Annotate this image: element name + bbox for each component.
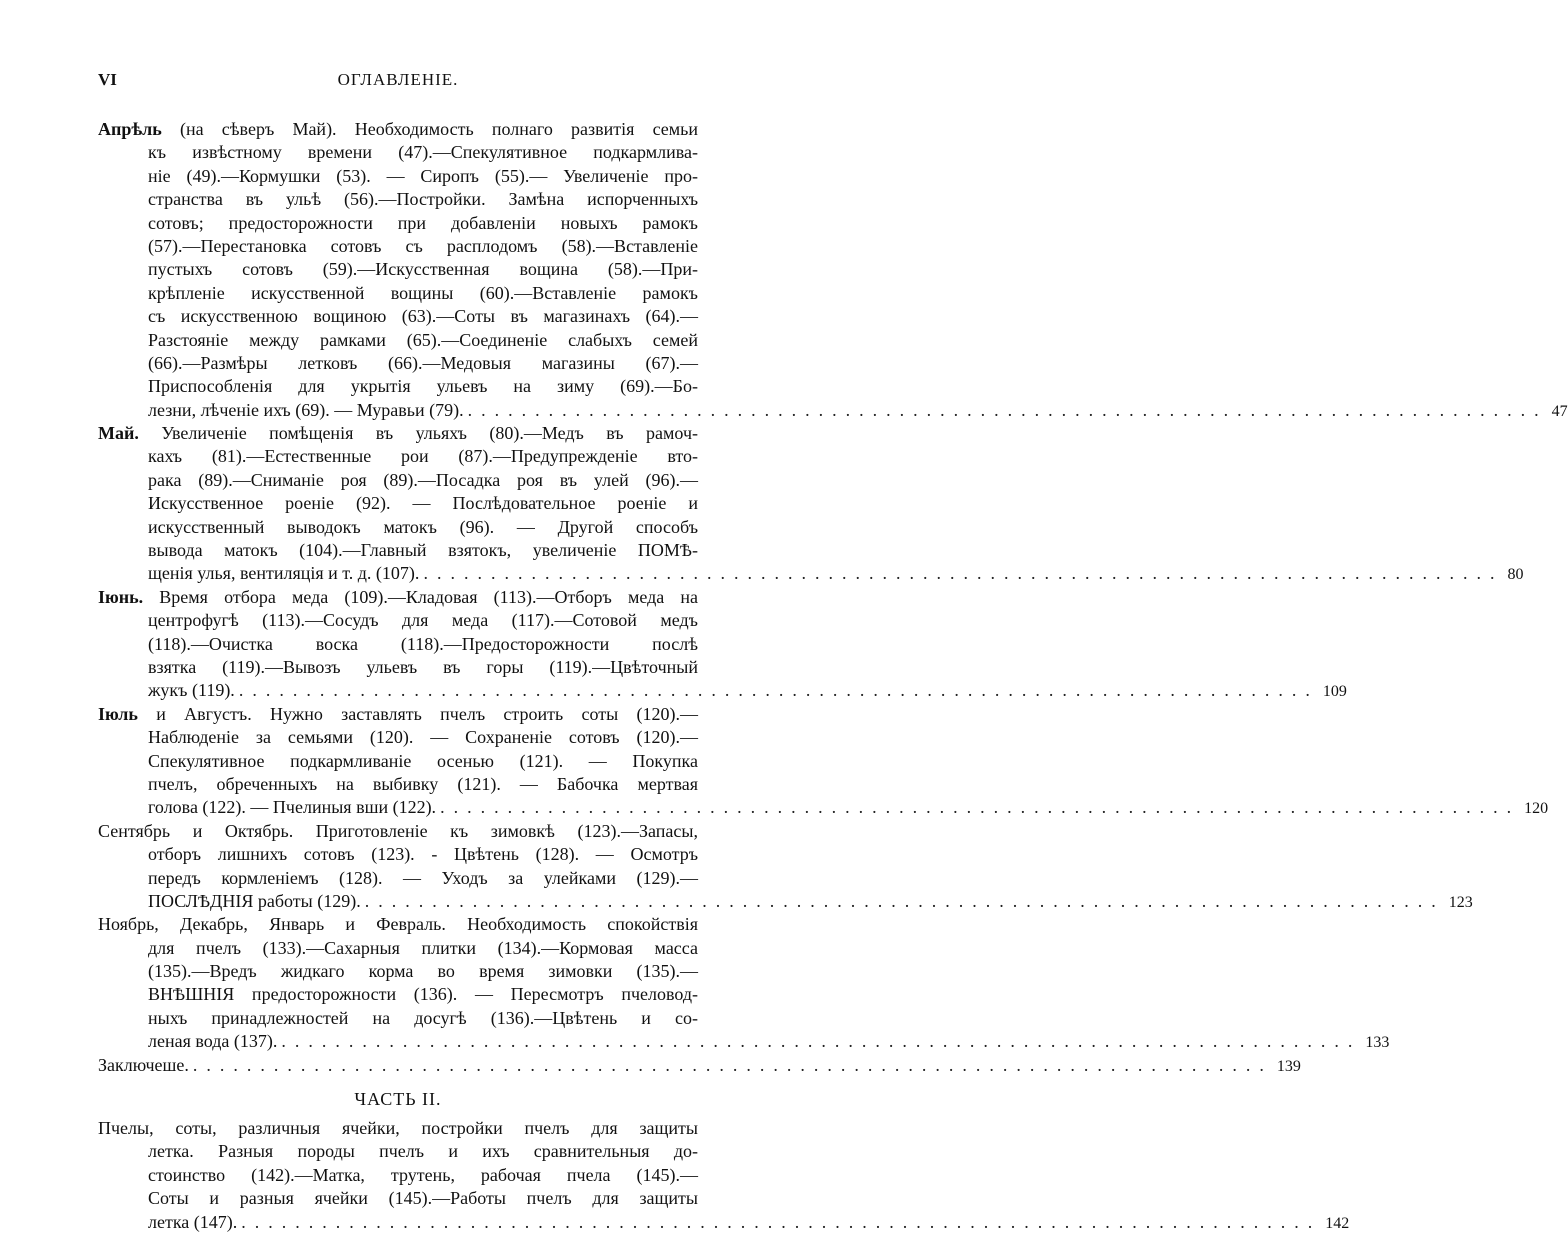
toc-entry-text: летка (147). (148, 1211, 238, 1232)
toc-entry (98, 118, 1568, 422)
toc-entry-label: Май. (98, 423, 139, 444)
toc-entry-line: Спекулятивное подкармливаніе осенью (121). — Покупка (148, 750, 698, 771)
toc-entry-line: Апрѣль (на сѣверъ Май). Необходимость полнаго развитія семьи (98, 119, 698, 139)
toc-entry-line: Сентябрь и Октябрь. Приготовленіе къ зимовкѣ (123).—Запасы, (98, 820, 698, 841)
leader-dots: ................................................................................ (440, 797, 1521, 818)
toc-entry-label: Іюль (98, 703, 138, 724)
toc-entry-line (98, 1030, 1390, 1053)
toc-entry (98, 1054, 1301, 1077)
toc-entry-line: крѣпленіе искусственной вощины (60).—Вставленіе рамокъ (148, 282, 698, 303)
toc-entry-text: щенія улья, вентиляція и т. д. (107). (148, 563, 420, 584)
toc-entry-label: Апрѣль (98, 119, 162, 139)
page-title: ОГЛАВЛЕНІЕ. (337, 70, 459, 89)
toc-entry-line: центрофугѣ (113).—Сосудъ для меда (117).—Сотовой медъ (148, 610, 698, 631)
toc-entry-line: Іюнь. Время отбора меда (109).—Кладовая (113).—Отборъ меда на (98, 586, 698, 607)
toc-entry-line: съ искусственною вощиною (63).—Соты въ магазинахъ (64).— (148, 306, 698, 327)
toc-entry-line: отборъ лишнихъ сотовъ (123). - Цвѣтень (128). — Осмотръ (148, 844, 698, 865)
toc-entry (98, 913, 1390, 1053)
page-number: VI (98, 70, 117, 89)
toc-entry-text: леная вода (137). (148, 1031, 278, 1052)
toc-entry-line: (66).—Размѣры летковъ (66).—Медовыя магазины (67).— (148, 352, 698, 373)
toc-entry-line: вывода матокъ (104).—Главный взятокъ, увеличеніе ПОМѢ- (148, 540, 698, 561)
toc-entry-line: (135).—Вредъ жидкаго корма во время зимовки (135).— (148, 961, 698, 982)
toc-entry-line (98, 1211, 1350, 1234)
toc-entry (98, 703, 1549, 820)
toc-entry-line: рака (89).—Сниманіе роя (89).—Посадка роя въ улей (96).— (148, 469, 698, 490)
part-heading: ЧАСТЬ II. (354, 1089, 442, 1110)
leader-dots: ................................................................................ (281, 1031, 1362, 1052)
toc-entry-line: стоинство (142).—Матка, трутень, рабочая пчела (145).— (148, 1164, 698, 1185)
toc-entry-line: Наблюденіе за семьями (120). — Сохраненіе сотовъ (120).— (148, 727, 698, 748)
toc-entry-line: (118).—Очистка воска (118).—Предосторожности послѣ (148, 633, 698, 654)
toc-page-number: 142 (1325, 1214, 1350, 1232)
toc-page-number: 123 (1448, 893, 1473, 911)
toc-entry-line (98, 796, 1549, 819)
toc-entry-line: искусственный выводокъ матокъ (96). — Другой способъ (148, 516, 698, 537)
toc-entry-line: ніе (49).—Кормушки (53). — Сиропъ (55).— Увеличеніе про- (148, 165, 698, 186)
toc-entry-line (98, 1054, 1301, 1077)
toc-entry-line: Ноябрь, Декабрь, Январь и Февраль. Необходимость спокойствія (98, 914, 698, 935)
toc-entry-line: Май. Увеличеніе помѣщенія въ ульяхъ (80).—Медъ въ рамоч- (98, 423, 698, 444)
toc-entry-line: Приспособленія для укрытія ульевъ на зиму (69).—Бо- (148, 376, 698, 397)
toc-entry-line: сотовъ; предосторожности при добавленіи новыхъ рамокъ (148, 212, 698, 233)
toc-page-number: 133 (1365, 1034, 1390, 1052)
toc-page-number: 47 (1551, 402, 1568, 420)
toc-entry-line (98, 679, 1347, 702)
toc-entry-line: пустыхъ сотовъ (59).—Искусственная вощина (58).—При- (148, 259, 698, 280)
toc-page-number: 80 (1507, 566, 1524, 584)
toc-entry-line: къ извѣстному времени (47).—Спекулятивное подкармлива- (148, 142, 698, 163)
toc-page-number: 109 (1322, 683, 1347, 701)
toc-entry (98, 586, 1347, 703)
leader-dots: ................................................................................ (423, 563, 1504, 584)
leader-dots: ................................................................................ (241, 1211, 1322, 1232)
page-header (98, 70, 698, 94)
toc-entry (98, 422, 1524, 586)
toc-entry-text: ПОСЛѢДНІЯ работы (129). (148, 890, 361, 911)
toc-entry-line: Разстояніе между рамками (65).—Соединеніе слабыхъ семей (148, 329, 698, 350)
toc-entry-line: ныхъ принадлежностей на досугѣ (136).—Цвѣтень и со- (148, 1007, 698, 1028)
leader-dots: ................................................................................ (467, 399, 1548, 420)
toc-entry-text: Заключеше. (98, 1054, 189, 1075)
toc-page-number: 139 (1276, 1057, 1301, 1075)
toc-entry-line (98, 890, 1473, 913)
toc-entry-line: взятка (119).—Вывозъ ульевъ въ горы (119).—Цвѣточный (148, 656, 698, 677)
toc-entry-line: странства въ ульѣ (56).—Постройки. Замѣна испорченныхъ (148, 189, 698, 210)
toc-entry (98, 820, 1473, 914)
leader-dots: ................................................................................ (238, 680, 1319, 701)
leader-dots: ................................................................................ (192, 1054, 1273, 1075)
leader-dots: ................................................................................ (364, 890, 1445, 911)
toc-entry-line: передъ кормленіемъ (128). — Уходъ за улейками (129).— (148, 867, 698, 888)
toc-entry-line (98, 399, 1568, 422)
toc-entry-line: ВНѢШНІЯ предосторожности (136). — Пересмотръ пчеловод- (148, 984, 698, 1005)
toc-entry-line (98, 562, 1524, 585)
toc-entry-label: Іюнь. (98, 586, 144, 607)
toc-entry-line: Искусственное роеніе (92). — Послѣдовательное роеніе и (148, 493, 698, 514)
toc-entry-line: Іюль и Августъ. Нужно заставлять пчелъ строить соты (120).— (98, 703, 698, 724)
toc-entry-line: для пчелъ (133).—Сахарныя плитки (134).—Кормовая масса (148, 937, 698, 958)
toc-entry-text: жукъ (119). (148, 680, 235, 701)
toc-entry-text: голова (122). — Пчелиныя вши (122). (148, 797, 437, 818)
toc-page-number: 120 (1524, 800, 1549, 818)
toc-entry (98, 1117, 1350, 1234)
toc-entry-line: кахъ (81).—Естественные рои (87).—Предупрежденіе вто- (148, 446, 698, 467)
toc-entry-line: (57).—Перестановка сотовъ съ расплодомъ (58).—Вставленіе (148, 235, 698, 256)
toc-entry-text: лезни, лѣченіе ихъ (69). — Муравьи (79). (148, 399, 464, 420)
toc-entry-line: Соты и разныя ячейки (145).—Работы пчелъ для защиты (148, 1188, 698, 1209)
toc-entry-line: Пчелы, соты, различныя ячейки, постройки пчелъ для защиты (98, 1118, 698, 1139)
toc-entry-line: летка. Разныя породы пчелъ и ихъ сравнительныя до- (148, 1141, 698, 1162)
toc-entry-line: пчелъ, обреченныхъ на выбивку (121). — Бабочка мертвая (148, 773, 698, 794)
table-of-contents (98, 118, 1568, 1234)
